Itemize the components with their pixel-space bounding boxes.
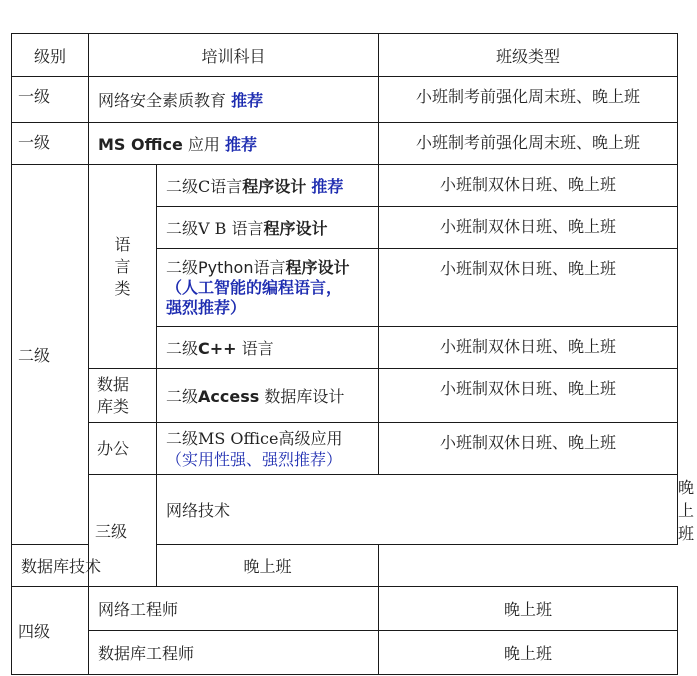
category-cell-office: 办公 bbox=[89, 423, 157, 475]
subject-cell bbox=[89, 123, 379, 165]
category-cell-language: 语 言 类 bbox=[89, 165, 157, 369]
subject-cell: 数据库技术 bbox=[12, 545, 157, 587]
office-note: （实用性强、强烈推荐） bbox=[166, 449, 343, 469]
table-row bbox=[12, 123, 678, 165]
category-cell-database: 数据 库类 bbox=[89, 369, 157, 423]
table-row bbox=[12, 587, 678, 631]
subject-cell: 网络技术 bbox=[157, 475, 678, 545]
class-type-cell: 小班制双休日班、晚上班 bbox=[379, 369, 678, 423]
level-cell: 三级 bbox=[89, 475, 157, 587]
subject-cell: 二级Access 数据库设计 bbox=[157, 369, 379, 423]
header-class-type: 班级类型 bbox=[379, 34, 678, 77]
subject-cell: 二级C语言程序设计 推荐 bbox=[157, 165, 379, 207]
subject-text: MS Office bbox=[98, 135, 183, 154]
recommend-badge: 推荐 bbox=[311, 177, 344, 196]
subject-cell: 二级V B 语言程序设计 bbox=[157, 207, 379, 249]
subject-cell: 数据库工程师 bbox=[89, 631, 379, 675]
class-type-cell: 晚上班 bbox=[379, 587, 678, 631]
class-type-cell: 小班制考前强化周末班、晚上班 bbox=[379, 77, 678, 123]
subject-text-suffix: 应用 bbox=[187, 135, 220, 154]
class-type-cell: 小班制双休日班、晚上班 bbox=[379, 249, 678, 327]
level-cell: 四级 bbox=[12, 587, 89, 675]
table-row bbox=[12, 369, 678, 423]
class-type-cell: 晚上班 bbox=[157, 545, 379, 587]
class-type-cell: 小班制双休日班、晚上班 bbox=[379, 327, 678, 369]
subject-cell: 网络工程师 bbox=[89, 587, 379, 631]
class-type-cell: 晚上班 bbox=[379, 631, 678, 675]
python-note-line2: 强烈推荐） bbox=[166, 297, 247, 317]
training-course-table bbox=[11, 33, 695, 675]
subject-cell: 二级C++ 语言 bbox=[157, 327, 379, 369]
class-type-cell: 小班制双休日班、晚上班 bbox=[379, 423, 678, 475]
table-row bbox=[12, 77, 678, 123]
table-row: 三级 网络技术 晚上班 bbox=[12, 475, 678, 545]
header-subject: 培训科目 bbox=[89, 34, 379, 77]
subject-text: 网络安全素质教育 bbox=[98, 91, 227, 110]
header-level: 级别 bbox=[12, 34, 89, 77]
subject-cell bbox=[89, 77, 379, 123]
level-cell: 一级 bbox=[12, 123, 89, 165]
table-row bbox=[12, 631, 678, 675]
subject-cell: 二级MS Office高级应用 （实用性强、强烈推荐） bbox=[157, 423, 379, 475]
subject-cell: 二级Python语言程序设计 （人工智能的编程语言， 强烈推荐） bbox=[157, 249, 379, 327]
class-type-cell: 小班制双休日班、晚上班 bbox=[379, 207, 678, 249]
python-note-line1: （人工智能的编程语言， bbox=[166, 277, 343, 297]
class-type-cell: 小班制双休日班、晚上班 bbox=[379, 165, 678, 207]
recommend-badge: 推荐 bbox=[231, 91, 264, 110]
table-row bbox=[12, 165, 678, 207]
level-cell: 二级 bbox=[12, 165, 89, 545]
header-row bbox=[12, 34, 678, 77]
level-cell: 一级 bbox=[12, 77, 89, 123]
table-row bbox=[12, 423, 678, 475]
recommend-badge: 推荐 bbox=[225, 135, 258, 154]
class-type-cell: 小班制考前强化周末班、晚上班 bbox=[379, 123, 678, 165]
table-row bbox=[12, 545, 678, 587]
